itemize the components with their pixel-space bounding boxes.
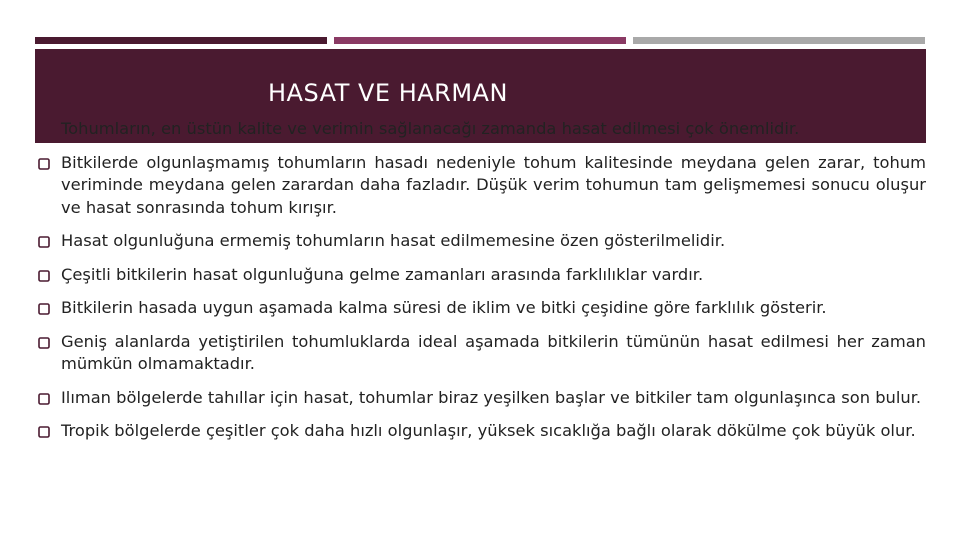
square-bullet-icon xyxy=(38,270,50,282)
bullet-item xyxy=(35,152,926,220)
bullet-list xyxy=(35,118,926,454)
bullet-text: Geniş alanlarda yetiştirilen tohumluklarda ideal aşamada bitkilerin tümünün hasat edilmesi her zaman mümkün olmamaktadır. xyxy=(61,331,926,373)
bullet-text: Tohumların, en üstün kalite ve verimin sağlanacağı zamanda hasat edilmesi çok önemlidir. xyxy=(61,119,800,138)
bullet-text: Bitkilerde olgunlaşmamış tohumların hasadı nedeniyle tohum kalitesinde meydana gelen zarar, tohum veriminde meydana gelen zarardan daha fazladır. Düşük verim tohumun tam gelişmemesi sonucu oluşur ve hasat sonrasında tohum kırışır. xyxy=(61,152,926,217)
bullet-item xyxy=(35,118,926,141)
bullet-item xyxy=(35,264,926,287)
slide-title: HASAT VE HARMAN xyxy=(268,79,508,107)
square-bullet-icon xyxy=(38,124,50,136)
square-bullet-icon xyxy=(38,337,50,349)
square-bullet-icon xyxy=(38,393,50,405)
bullet-item xyxy=(35,387,926,410)
top-accent-bar-magenta xyxy=(334,37,626,44)
bullet-text: Ilıman bölgelerde tahıllar için hasat, tohumlar biraz yeşilken başlar ve bitkiler tam olgunlaşınca son bulur. xyxy=(61,387,922,407)
bullet-text: Tropik bölgelerde çeşitler çok daha hızlı olgunlaşır, yüksek sıcaklığa bağlı olarak dökülme çok büyük olur. xyxy=(61,421,916,440)
top-accent-bar-gray xyxy=(633,37,925,44)
square-bullet-icon xyxy=(38,303,50,315)
square-bullet-icon xyxy=(38,426,50,438)
bullet-item xyxy=(35,420,926,443)
bullet-text: Çeşitli bitkilerin hasat olgunluğuna gelme zamanları arasında farklılıklar vardır. xyxy=(61,264,704,284)
square-bullet-icon xyxy=(38,236,50,248)
bullet-item xyxy=(35,331,926,376)
bullet-item xyxy=(35,297,926,320)
top-accent-bar-dark xyxy=(35,37,327,44)
square-bullet-icon xyxy=(38,158,50,170)
bullet-text: Bitkilerin hasada uygun aşamada kalma süresi de iklim ve bitki çeşidine göre farklılık gösterir. xyxy=(61,298,827,317)
bullet-text: Hasat olgunluğuna ermemiş tohumların hasat edilmemesine özen gösterilmelidir. xyxy=(61,231,726,250)
bullet-item xyxy=(35,230,926,253)
